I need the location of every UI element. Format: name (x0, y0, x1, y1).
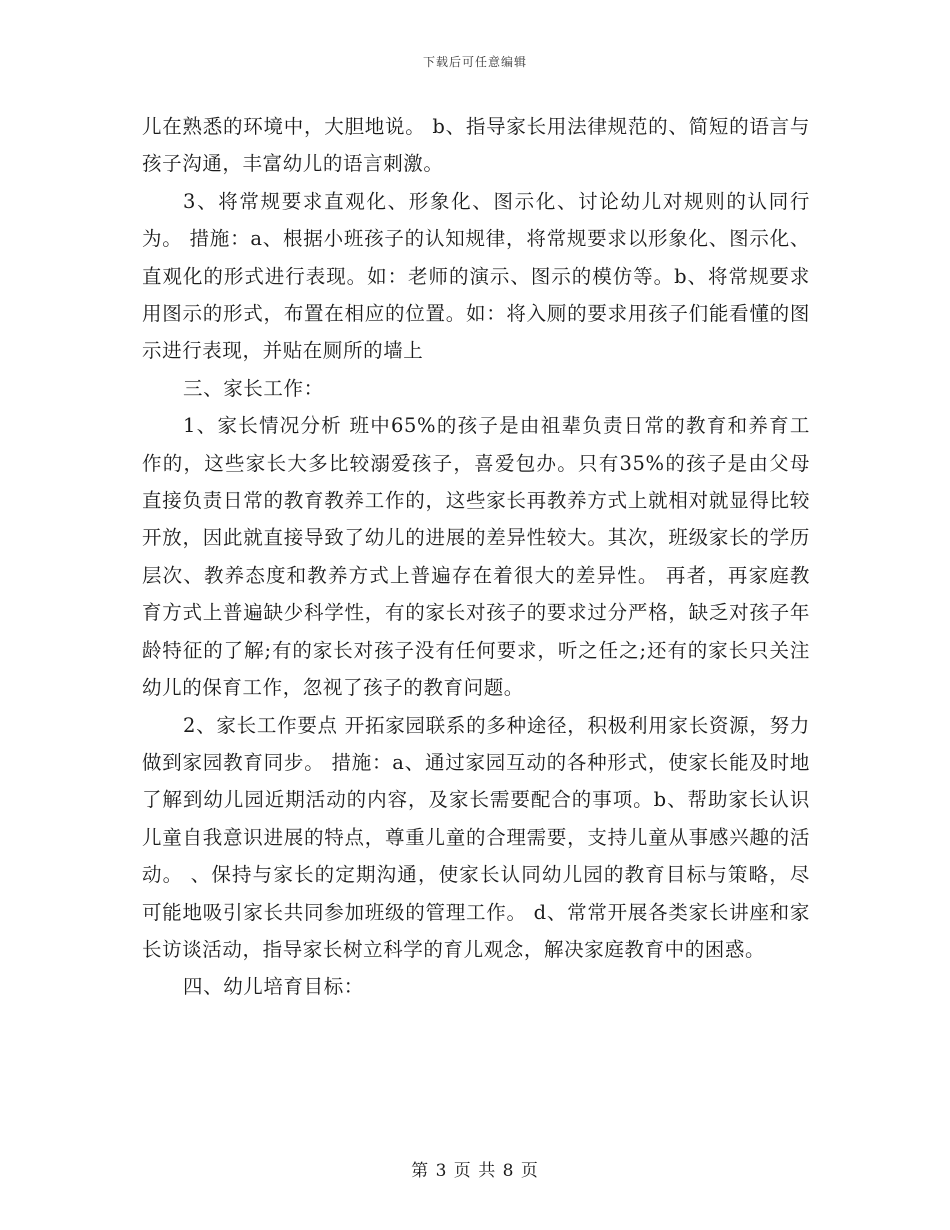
document-body (142, 108, 810, 1006)
paragraph: 3、将常规要求直观化、形象化、图示化、讨论幼儿对规则的认同行为。 措施：a、根据小班孩子的认知规律，将常规要求以形象化、图示化、直观化的形式进行表现。如：老师的演示、图示的模仿等。b、将常规要求用图示的形式，布置在相应的位置。如：将入厕的要求用孩子们能看懂的图示进行表现，并贴在厕所的墙上 (142, 189, 810, 363)
paragraph: 儿在熟悉的环境中，大胆地说。 b、指导家长用法律规范的、简短的语言与孩子沟通，丰富幼儿的语言刺激。 (142, 115, 810, 176)
page-footer: 第 3 页 共 8 页 (411, 1161, 539, 1181)
section-heading: 三、家长工作： (183, 376, 324, 400)
section-heading: 四、幼儿培育目标： (183, 975, 364, 999)
page-header: 下载后可任意编辑 (422, 55, 527, 69)
paragraph: 1、家长情况分析 班中65%的孩子是由祖辈负责日常的教育和养育工作的，这些家长大多比较溺爱孩子，喜爱包办。只有35%的孩子是由父母直接负责日常的教育教养工作的，这些家长再教养方式上就相对就显得比较开放，因此就直接导致了幼儿的进展的差异性较大。其次，班级家长的学历层次、教养态度和教养方式上普遍存在着很大的差异性。 再者，再家庭教育方式上普遍缺少科学性，有的家长对孩子的要求过分严格，缺乏对孩子年龄特征的了解;有的家长对孩子没有任何要求，听之任之;还有的家长只关注幼儿的保育工作，忽视了孩子的教育问题。 (142, 414, 810, 700)
paragraph: 2、家长工作要点 开拓家园联系的多种途径，积极利用家长资源，努力做到家园教育同步。 措施：a、通过家园互动的各种形式，使家长能及时地了解到幼儿园近期活动的内容，及家长需要配合的事项。b、帮助家长认识儿童自我意识进展的特点，尊重儿童的合理需要，支持儿童从事感兴趣的活动。 、保持与家长的定期沟通，使家长认同幼儿园的教育目标与策略，尽可能地吸引家长共同参加班级的管理工作。 d、常常开展各类家长讲座和家长访谈活动，指导家长树立科学的育儿观念，解决家庭教育中的困惑。 (142, 713, 810, 961)
